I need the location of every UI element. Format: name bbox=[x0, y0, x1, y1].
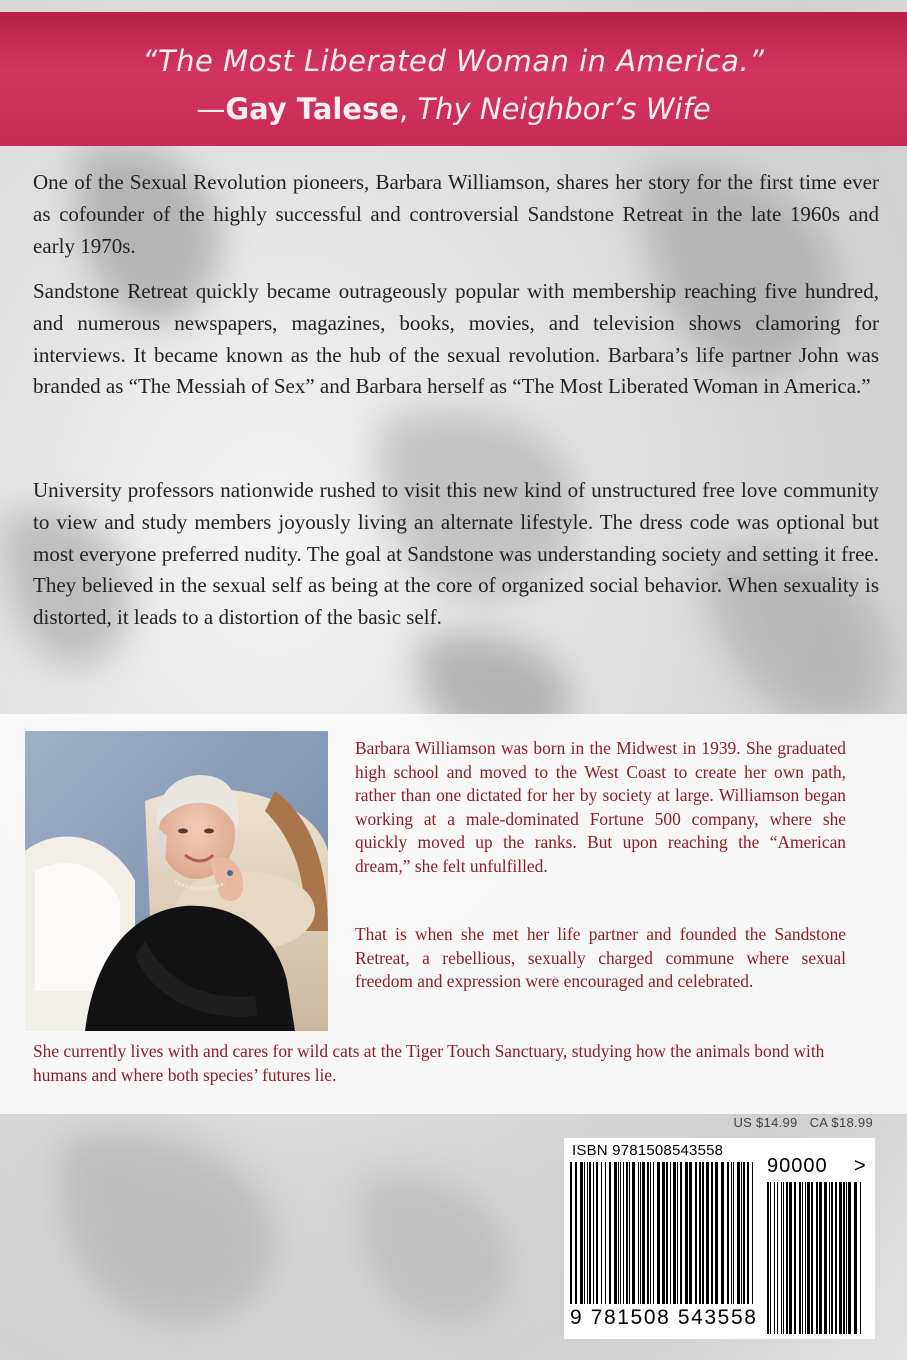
price-us: US $14.99 bbox=[733, 1115, 798, 1130]
attribution-author: Gay Talese bbox=[225, 92, 399, 126]
barcode-addon-arrow: > bbox=[854, 1155, 866, 1177]
quote-banner bbox=[0, 12, 907, 146]
description-paragraph-1: One of the Sexual Revolution pioneers, Barbara Williamson, shares her story for the first time ever as cofounder of the highly successful and controversial Sandstone Retreat in the late 1960s and early 1970s. bbox=[33, 170, 879, 258]
price-label bbox=[721, 1115, 873, 1130]
attribution-dash: — bbox=[196, 92, 226, 126]
isbn-digits: 9 781508 543558 bbox=[570, 1306, 758, 1329]
banner-attribution bbox=[0, 92, 907, 126]
attribution-comma: , bbox=[398, 92, 418, 126]
author-photo bbox=[25, 731, 328, 1031]
bio-paragraph-1: Barbara Williamson was born in the Midwest in 1939. She graduated high school and moved to the West Coast to create her own path, rather than one dictated for her by society at large. Williamson began working at a male-dominated Fortune 500 company, where she quickly moved up the ranks. But upon reaching the “American dream,” she felt unfulfilled. bbox=[355, 738, 846, 876]
bio-paragraph-2: That is when she met her life partner and founded the Sandstone Retreat, a rebellious, sexually charged commune where sexual freedom and expression were encouraged and celebrated. bbox=[355, 924, 846, 991]
attribution-book: Thy Neighbor’s Wife bbox=[417, 92, 711, 126]
bio-paragraph-3: She currently lives with and cares for wild cats at the Tiger Touch Sanctuary, studying how the animals bond with humans and where both species’ futures lie. bbox=[33, 1041, 825, 1085]
price-ca: CA $18.99 bbox=[809, 1115, 873, 1130]
description-paragraph-3: University professors nationwide rushed to visit this new kind of unstructured free love community to view and study members joyously living an alternate lifestyle. The dress code was optional but most everyone preferred nudity. The goal at Sandstone was understanding society and setting it free. They believed in the sexual self as being at the core of organized social behavior. When sexuality is distorted, it leads to a distortion of the basic self. bbox=[33, 478, 879, 630]
isbn-barcode bbox=[564, 1138, 875, 1339]
banner-quote: “The Most Liberated Woman in America.” bbox=[142, 44, 765, 78]
barcode-addon-number: 90000 bbox=[767, 1155, 828, 1177]
description-paragraph-2: Sandstone Retreat quickly became outrageously popular with membership reaching five hundred, and numerous newspapers, magazines, books, movies, and television shows clamoring for interviews. It became known as the hub of the sexual revolution. Barbara’s life partner John was branded as “The Messiah of Sex” and Barbara herself as “The Most Liberated Woman in America.” bbox=[33, 279, 879, 399]
isbn-label: ISBN 9781508543558 bbox=[572, 1142, 724, 1159]
